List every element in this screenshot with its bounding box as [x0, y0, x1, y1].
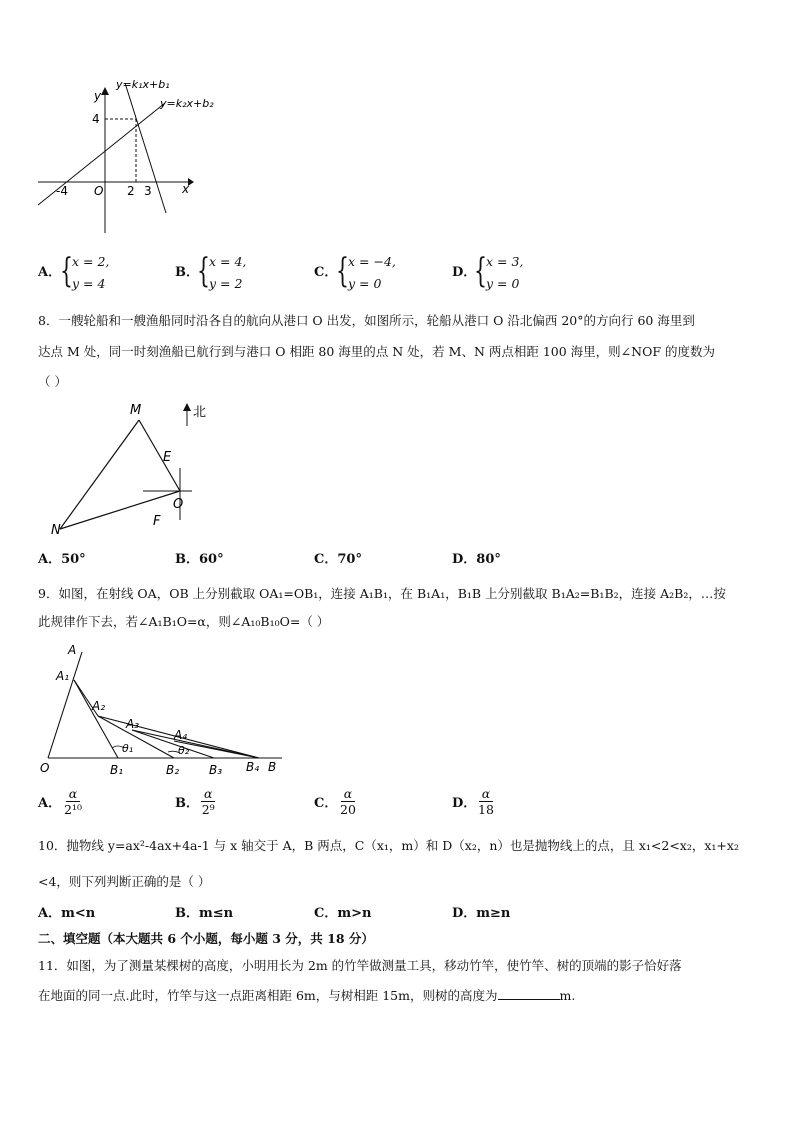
- system-row-2: y = 0: [486, 276, 520, 291]
- q7-option-c: [314, 252, 454, 296]
- segment-a3b3: [132, 730, 214, 758]
- fraction: $\frac{\alpha}{\text{2¹⁰}}$: [64, 786, 82, 817]
- label-theta2: θ₂: [178, 744, 190, 757]
- x-tick-2: 2: [127, 184, 135, 198]
- q10-options: [38, 905, 758, 923]
- fraction: $\frac{\alpha}{18}$: [478, 786, 494, 817]
- label-b: B: [268, 760, 277, 774]
- q7-option-a: [38, 252, 178, 296]
- q10-option-c: C．m>n: [314, 906, 372, 921]
- q8-option-d: D．80°: [452, 552, 501, 567]
- q8-line-1: 8．一艘轮船和一艘渔船同时沿各自的航向从港口 O 出发，如图所示，轮船从港口 O 沿北偏西 20°的方向行 60 海里到: [38, 313, 695, 328]
- y-axis-label: y: [94, 89, 102, 103]
- q7-graph-figure: [30, 75, 230, 245]
- q11-line-2: [38, 987, 575, 1005]
- brace-icon: {: [474, 251, 487, 291]
- section-2-heading: 二、填空题（本大题共 6 个小题，每小题 3 分，共 18 分）: [38, 931, 374, 946]
- label-b3: B₃: [209, 763, 223, 777]
- q7-option-b: [175, 252, 315, 296]
- answer-blank[interactable]: [498, 987, 560, 1000]
- system-row-2: y = 2: [209, 276, 243, 291]
- q7-options: [38, 252, 758, 296]
- option-letter: B．: [175, 265, 199, 280]
- point-f: F: [153, 514, 161, 529]
- fraction: $\frac{\alpha}{20}$: [340, 786, 356, 817]
- brace-icon: {: [60, 251, 73, 291]
- option-letter: D．: [452, 265, 477, 280]
- system-row-1: x = 2,: [72, 254, 110, 269]
- point-m: M: [130, 403, 142, 418]
- label-o: O: [40, 761, 50, 775]
- q8-line-3: （ ）: [38, 374, 67, 389]
- q9-figure: [34, 640, 294, 780]
- north-arrow-icon: [183, 403, 191, 411]
- option-letter: D．: [452, 796, 477, 811]
- brace-icon: {: [197, 251, 210, 291]
- q8-option-a: A．50°: [38, 552, 86, 567]
- point-n: N: [51, 523, 61, 538]
- line2-label: y=k₂x+b₂: [160, 97, 214, 110]
- segment-om: [139, 420, 180, 491]
- segment-on: [60, 491, 180, 529]
- label-a: A: [68, 643, 77, 657]
- system-row-1: x = 3,: [486, 254, 524, 269]
- label-a4: A₄: [174, 728, 188, 742]
- line1-label: y=k₁x+b₁: [116, 78, 170, 91]
- q9-line-2: 此规律作下去，若∠A₁B₁O=α，则∠A₁₀B₁₀O=（ ）: [38, 614, 330, 629]
- label-theta1: θ₁: [122, 742, 134, 755]
- q8-figure: [40, 398, 220, 543]
- x-tick-3: 3: [144, 184, 152, 198]
- x-axis-label: x: [182, 182, 190, 196]
- segment-mn: [60, 420, 139, 529]
- q10-option-a: A．m<n: [38, 906, 96, 921]
- option-letter: B．: [175, 796, 199, 811]
- label-b4: B₄: [246, 760, 260, 774]
- q11-unit: m.: [559, 988, 576, 1003]
- q8-line-2: 达点 M 处，同一时刻渔船已航行到与港口 O 相距 80 海里的点 N 处，若 M、N 两点相距 100 海里，则∠NOF 的度数为: [38, 344, 715, 359]
- q10-line-1: 10．抛物线 y=ax²-4ax+4a-1 与 x 轴交于 A，B 两点，C（x₁，m）和 D（x₂，n）也是抛物线上的点，且 x₁<2<x₂，x₁+x₂: [38, 838, 739, 853]
- y-tick-4: 4: [92, 112, 100, 126]
- north-label: 北: [193, 405, 207, 420]
- origin-label: O: [94, 184, 104, 198]
- q10-option-d: D．m≥n: [452, 906, 511, 921]
- label-b1: B₁: [110, 763, 124, 777]
- system-row-2: y = 0: [348, 276, 382, 291]
- fraction: $\frac{\alpha}{\text{2⁹}}$: [201, 786, 215, 817]
- point-e: E: [163, 450, 172, 465]
- q9-options: [38, 786, 758, 822]
- label-b2: B₂: [166, 763, 180, 777]
- x-tick-neg4: -4: [56, 184, 68, 198]
- ray-oa: [48, 652, 82, 758]
- q11-line-1: 11．如图，为了测量某棵树的高度，小明用长为 2m 的竹竿做测量工具，移动竹竿，使竹竿、树的顶端的影子恰好落: [38, 958, 682, 973]
- q8-option-b: B．60°: [175, 552, 224, 567]
- system-row-2: y = 4: [72, 276, 106, 291]
- system-row-1: x = −4,: [348, 254, 396, 269]
- q10-option-b: B．m≤n: [175, 906, 234, 921]
- option-letter: A．: [38, 265, 62, 280]
- q8-option-c: C．70°: [314, 552, 362, 567]
- option-letter: A．: [38, 796, 62, 811]
- q7-option-d: [452, 252, 592, 296]
- q9-line-1: 9．如图，在射线 OA，OB 上分别截取 OA₁=OB₁，连接 A₁B₁，在 B₁A₁，B₁B 上分别截取 B₁A₂=B₁B₂，连接 A₂B₂，…按: [38, 586, 726, 601]
- y-axis-arrow: [101, 87, 109, 95]
- label-a1: A₁: [56, 669, 70, 683]
- option-letter: C．: [314, 265, 338, 280]
- option-letter: C．: [314, 796, 338, 811]
- label-a2: A₂: [92, 699, 106, 713]
- q11-line-2-text: 在地面的同一点.此时，竹竿与这一点距离相距 6m，与树相距 15m，则树的高度为: [38, 988, 498, 1003]
- label-a3: A₃: [126, 717, 140, 731]
- brace-icon: {: [336, 251, 349, 291]
- system-row-1: x = 4,: [209, 254, 247, 269]
- q8-options: [38, 551, 758, 569]
- point-o: O: [173, 497, 184, 512]
- q10-line-2: <4，则下列判断正确的是（ ）: [38, 874, 211, 889]
